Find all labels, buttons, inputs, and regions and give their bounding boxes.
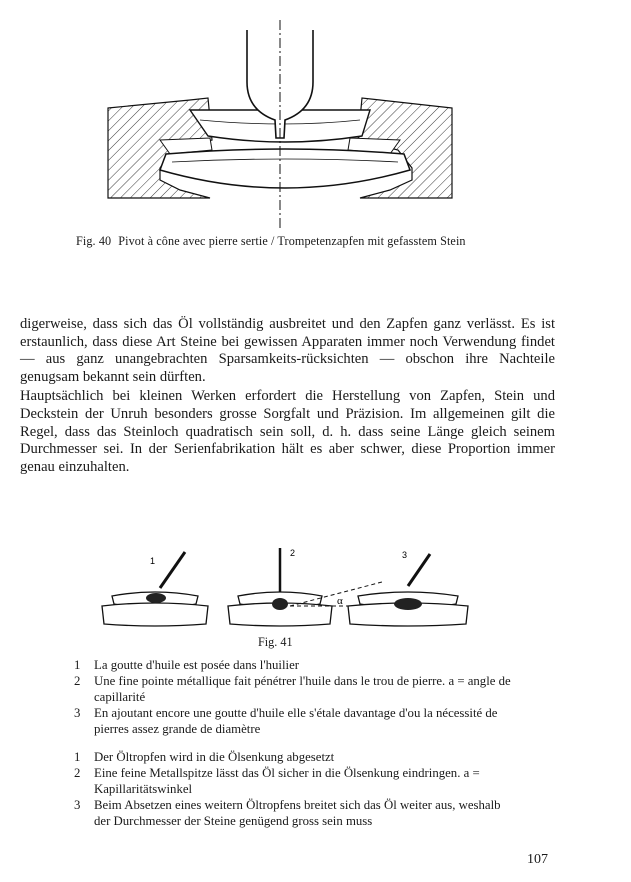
figure-40-number: Fig. 40 bbox=[76, 234, 112, 248]
step-1-label: 1 bbox=[150, 556, 156, 566]
list-item bbox=[74, 673, 514, 705]
list-item-number: 1 bbox=[74, 750, 81, 764]
figure-40-caption-text: Pivot à cône avec pierre sertie / Trompetenzapfen mit gefasstem Stein bbox=[118, 234, 466, 248]
figure-40-drawing bbox=[100, 20, 460, 235]
angle-label: α bbox=[337, 595, 343, 607]
list-item-text: En ajoutant encore une goutte d'huile elle s'étale davantage d'ou la nécessité de pierres assez grande de diamètre bbox=[94, 706, 498, 736]
list-item-number: 2 bbox=[74, 674, 81, 688]
body-paragraph-2: Hauptsächlich bei kleinen Werken erfordert die Herstellung von Zapfen, Stein und Deckstein der Unruh besonders grosse Sorgfalt und Präzision. Im allgemeinen gilt die Regel, dass das Steinloch quadratisch sein soll, d. h. dass seine Länge gleich seinem Durchmesser sei. In der Serienfabrikation hält es aber schwer, diese Proportion immer genau einzuhalten. bbox=[20, 388, 555, 475]
list-item-text: Beim Absetzen eines weitern Öltropfens breitet sich das Öl weiter aus, weshalb der Durchmesser der Steine genügend gross sein muss bbox=[94, 798, 501, 828]
list-item-text: Une fine pointe métallique fait pénétrer l'huile dans le trou de pierre. a = angle de capillarité bbox=[94, 674, 511, 704]
list-item-number: 3 bbox=[74, 798, 81, 812]
step-3-label: 3 bbox=[402, 550, 408, 560]
figure-41-caption: Fig. 41 bbox=[258, 635, 293, 649]
figure-41-drawing bbox=[90, 548, 470, 633]
figure-40-caption bbox=[76, 234, 576, 249]
body-text bbox=[20, 316, 555, 476]
list-item bbox=[74, 797, 514, 829]
oiling-step-3 bbox=[348, 550, 468, 626]
page-number: 107 bbox=[527, 852, 548, 867]
list-item-text: La goutte d'huile est posée dans l'huilier bbox=[94, 658, 300, 672]
list-item-number: 2 bbox=[74, 766, 81, 780]
step-2-label: 2 bbox=[290, 548, 296, 558]
list-item bbox=[74, 657, 514, 673]
list-item-text: Der Öltropfen wird in die Ölsenkung abgesetzt bbox=[94, 750, 335, 764]
list-item bbox=[74, 749, 514, 765]
french-steps-list bbox=[74, 657, 514, 737]
list-item-number: 1 bbox=[74, 658, 81, 672]
list-item-number: 3 bbox=[74, 706, 81, 720]
list-item bbox=[74, 765, 514, 797]
hole-jewel bbox=[160, 149, 410, 188]
oiling-step-1 bbox=[102, 552, 208, 626]
list-item-text: Eine feine Metallspitze lässt das Öl sicher in die Ölsenkung eindringen. a = Kapillaritätswinkel bbox=[94, 766, 480, 796]
list-item bbox=[74, 705, 514, 737]
german-steps-list bbox=[74, 749, 514, 829]
body-paragraph-1: digerweise, dass sich das Öl vollständig ausbreitet und den Zapfen ganz verlässt. Es ist erstaunlich, dass diese Art Steine bei gewissen Apparaten immer noch Verwendung findet — aus ganz unangebrachten Sparsamkeits-rücksichten — obschon ihre Nachteile genugsam bekannt sein dürften. bbox=[20, 316, 555, 385]
